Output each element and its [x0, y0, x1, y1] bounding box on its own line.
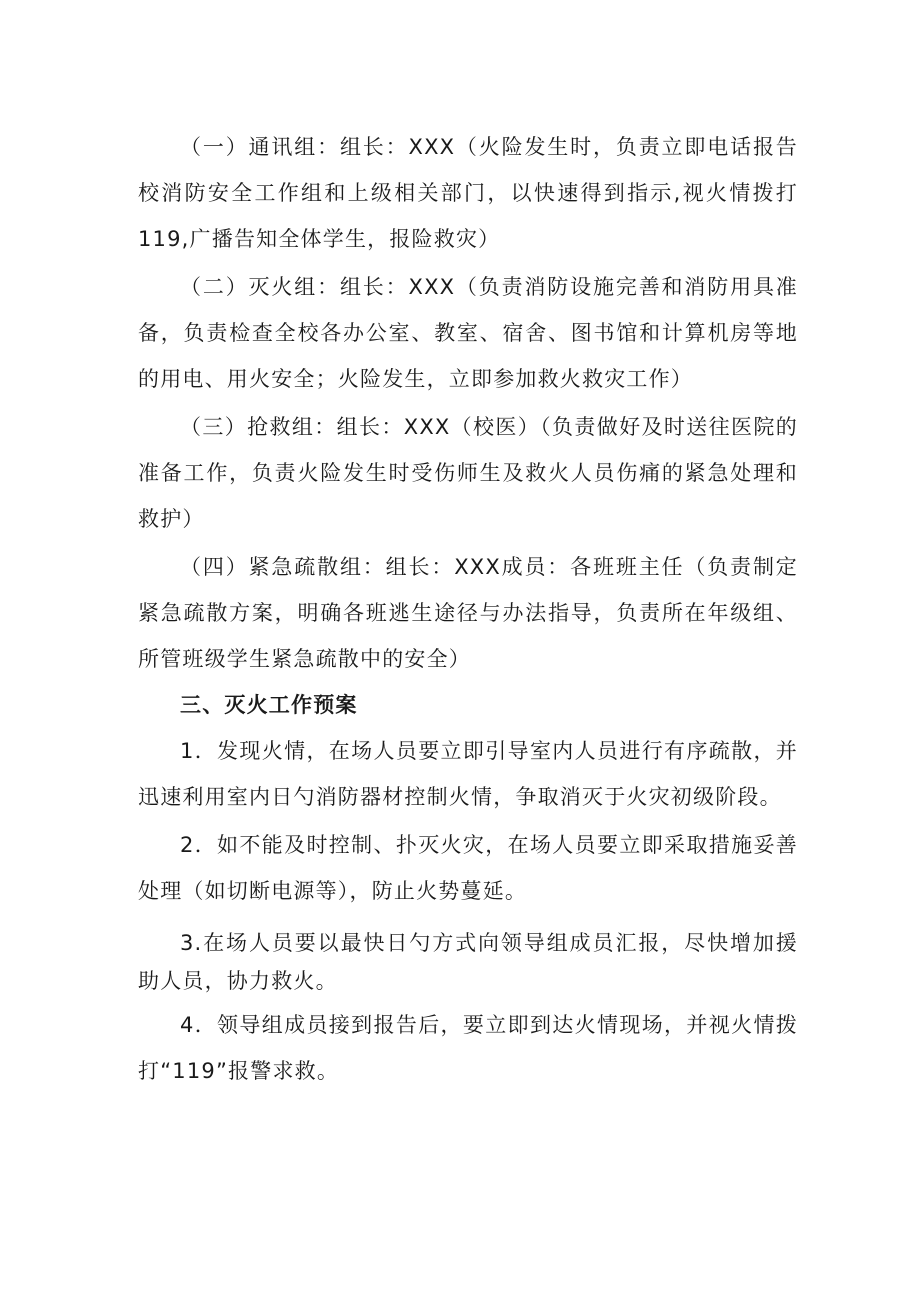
- section-heading: 三、灭火工作预案: [180, 693, 358, 717]
- paragraph-communication-group: （一）通讯组：组长：XXX（火险发生时，负责立即电话报告校消防安全工作组和上级相关部门，以快速得到指示,视火情拨打119,广播告知全体学生，报险救灾）: [138, 135, 798, 251]
- step-2: 2．如不能及时控制、扑灭火灾，在场人员要立即采取措施妥善处理（如切断电源等），防止火势蔓延。: [138, 833, 798, 903]
- step-1: 1．发现火情，在场人员要立即引导室内人员进行有序疏散，并迅速利用室内日勺消防器材控制火情，争取消灭于火灾初级阶段。: [138, 739, 798, 809]
- paragraph-rescue-group: （三）抢救组：组长：XXX（校医）（负责做好及时送往医院的准备工作，负责火险发生时受伤师生及救火人员伤痛的紧急处理和救护）: [138, 415, 798, 531]
- document-body: [138, 124, 798, 1094]
- step-4: 4．领导组成员接到报告后，要立即到达火情现场，并视火情拨打“119”报警求救。: [138, 1013, 798, 1083]
- paragraph-evacuation-group: （四）紧急疏散组：组长：XXX成员：各班班主任（负责制定紧急疏散方案，明确各班逃生途径与办法指导，负责所在年级组、所管班级学生紧急疏散中的安全）: [138, 555, 798, 671]
- paragraph-firefighting-group: （二）灭火组：组长：XXX（负责消防设施完善和消防用具准备，负责检查全校各办公室、教室、宿舍、图书馆和计算机房等地的用电、用火安全；火险发生，立即参加救火救灾工作）: [138, 275, 798, 391]
- step-3: 3.在场人员要以最快日勺方式向领导组成员汇报，尽快增加援助人员，协力救火。: [138, 931, 798, 993]
